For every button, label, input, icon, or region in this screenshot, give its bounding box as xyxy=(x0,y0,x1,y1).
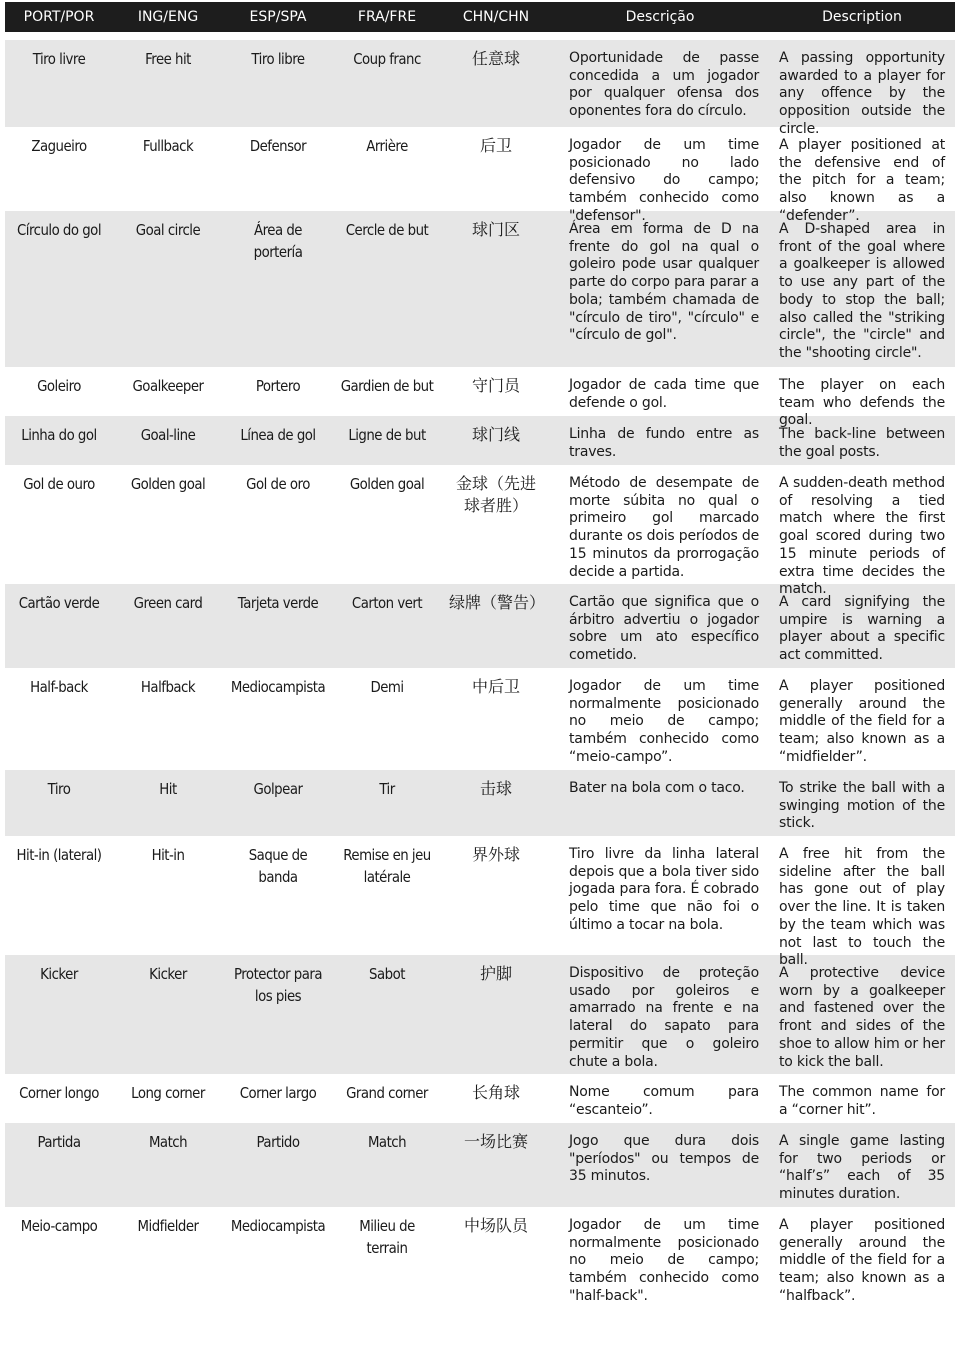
cell-spa: Saque de banda xyxy=(248,846,308,886)
cell-por: Partida xyxy=(37,1133,81,1151)
cell-description: A passing opportunity awarded to a player for any offence by the opposition outside the circle. xyxy=(779,50,945,137)
cell-description: A D-shaped area in front of the goal where a goalkeeper is allowed to use any part of the body to stop the ball; also called the "striking circle", the "circle" and the "shooting circle". xyxy=(779,221,945,361)
cell-chn: 球门区 xyxy=(471,220,520,239)
cell-eng: Goal circle xyxy=(135,221,201,239)
table-row xyxy=(5,770,955,836)
cell-spa: Partido xyxy=(256,1133,300,1151)
header-description: Description xyxy=(822,9,902,25)
cell-descricao: Jogador de um time posicionado no lado defensivo do campo; também conhecido como "defensor". xyxy=(569,137,759,224)
cell-descricao: Jogador de um time normalmente posicionado no meio de campo; também conhecido como “meio-campo”. xyxy=(569,678,759,765)
cell-eng: Hit xyxy=(159,780,177,798)
table-row xyxy=(5,955,955,1074)
cell-por: Goleiro xyxy=(37,377,81,395)
cell-fre: Tir xyxy=(379,780,395,798)
cell-fre: Remise en jeu latérale xyxy=(343,846,431,886)
cell-description: The back-line between the goal posts. xyxy=(779,426,945,460)
cell-fre: Milieu de terrain xyxy=(359,1217,415,1257)
cell-por: Círculo do gol xyxy=(16,221,102,239)
cell-fre: Sabot xyxy=(369,965,405,983)
cell-chn: 绿牌（警告） xyxy=(449,593,546,612)
table-header xyxy=(5,2,955,32)
cell-spa: Gol de oro xyxy=(246,475,310,493)
cell-chn: 守门员 xyxy=(471,376,520,395)
cell-descricao: Tiro livre da linha lateral depois que a bola tiver sido jogada para fora. É cobrado pelo time que não foi o último a tocar na bola. xyxy=(569,846,759,933)
table-row xyxy=(5,668,955,770)
cell-spa: Defensor xyxy=(249,137,307,155)
cell-chn: 界外球 xyxy=(471,845,520,864)
cell-fre: Cercle de but xyxy=(345,221,429,239)
cell-spa: Mediocampista xyxy=(230,1217,326,1235)
glossary-table xyxy=(5,40,955,1311)
cell-spa: Área de portería xyxy=(253,221,303,261)
cell-por: Gol de ouro xyxy=(23,475,95,493)
cell-descricao: Oportunidade de passe concedida a um jogador por qualquer ofensa dos oponentes fora do círculo. xyxy=(569,50,759,120)
cell-fre: Gardien de but xyxy=(340,377,434,395)
cell-description: The common name for a “corner hit”. xyxy=(779,1084,945,1118)
cell-fre: Arrière xyxy=(366,137,408,155)
header-descricao: Descrição xyxy=(625,9,695,25)
header-por: PORT/POR xyxy=(23,9,95,25)
cell-description: A single game lasting for two periods or “half’s” each of 35 minutes duration. xyxy=(779,1133,945,1203)
cell-eng: Fullback xyxy=(142,137,194,155)
cell-chn: 一场比赛 xyxy=(463,1132,528,1151)
cell-spa: Tiro libre xyxy=(251,50,305,68)
cell-description: A protective device worn by a goalkeeper and fastened over the front and sides of the shoe to allow him or her to kick the ball. xyxy=(779,965,945,1070)
header-eng: ING/ENG xyxy=(137,9,199,25)
cell-description: To strike the ball with a swinging motion of the stick. xyxy=(779,780,945,832)
table-row xyxy=(5,40,955,137)
cell-description: A sudden-death method of resolving a tied match where the first goal scored during two 15 minute periods of extra time decides the match. xyxy=(779,475,945,598)
cell-por: Corner longo xyxy=(19,1084,99,1102)
cell-descricao: Cartão que significa que o árbitro advertiu o jogador sobre um ato específico cometido. xyxy=(569,594,759,664)
cell-chn: 金球（先进球者胜） xyxy=(455,474,536,515)
cell-fre: Demi xyxy=(370,678,404,696)
cell-chn: 中后卫 xyxy=(471,677,520,696)
cell-eng: Match xyxy=(148,1133,188,1151)
cell-descricao: Jogo que dura dois "períodos" ou tempos de 35 minutos. xyxy=(569,1133,759,1185)
cell-descricao: Jogador de cada time que defende o gol. xyxy=(569,377,759,411)
cell-chn: 球门线 xyxy=(471,425,520,444)
cell-eng: Golden goal xyxy=(130,475,206,493)
table-row xyxy=(5,127,955,224)
cell-chn: 击球 xyxy=(479,779,512,798)
cell-spa: Protector para los pies xyxy=(233,965,323,1005)
cell-description: A card signifying the umpire is warning a player about a specific act committed. xyxy=(779,594,945,664)
cell-por: Linha do gol xyxy=(21,426,97,444)
header-chn: CHN/CHN xyxy=(462,9,530,25)
cell-eng: Goalkeeper xyxy=(132,377,204,395)
table-row xyxy=(5,367,955,429)
cell-descricao: Dispositivo de proteção usado por goleiros e amarrado na frente e na lateral do sapato para permitir que o goleiro chute a bola. xyxy=(569,965,759,1070)
header-spa: ESP/SPA xyxy=(249,9,307,25)
cell-spa: Portero xyxy=(255,377,301,395)
table-row xyxy=(5,584,955,668)
cell-por: Cartão verde xyxy=(18,594,100,612)
table-row xyxy=(5,1074,955,1123)
cell-descricao: Bater na bola com o taco. xyxy=(569,780,745,796)
cell-eng: Kicker xyxy=(149,965,187,983)
cell-description: A player positioned generally around the middle of the field for a team; also known as a “midfielder”. xyxy=(779,678,945,765)
cell-por: Half-back xyxy=(30,678,88,696)
cell-chn: 长角球 xyxy=(471,1083,520,1102)
cell-spa: Línea de gol xyxy=(240,426,316,444)
cell-descricao: Área em forma de D na frente do gol na qual o goleiro pode usar qualquer parte do corpo para parar a bola; também chamada de "círculo de tiro", "círculo" e "círculo de gol". xyxy=(569,221,759,344)
cell-descricao: Método de desempate de morte súbita no qual o primeiro gol marcado durante os dois períodos de 15 minutos da prorrogação decide a partida. xyxy=(569,475,759,580)
cell-fre: Coup franc xyxy=(353,50,421,68)
cell-fre: Carton vert xyxy=(351,594,423,612)
cell-eng: Hit-in xyxy=(151,846,185,864)
cell-spa: Golpear xyxy=(253,780,303,798)
cell-fre: Grand corner xyxy=(346,1084,428,1102)
cell-por: Tiro livre xyxy=(32,50,86,68)
cell-spa: Mediocampista xyxy=(230,678,326,696)
table-row xyxy=(5,1123,955,1207)
table-row xyxy=(5,465,955,598)
cell-por: Hit-in (lateral) xyxy=(16,846,102,864)
table-row xyxy=(5,836,955,969)
cell-chn: 任意球 xyxy=(471,49,520,68)
cell-descricao: Jogador de um time normalmente posicionado no meio de campo; também conhecido como "half-back". xyxy=(569,1217,759,1304)
cell-eng: Goal-line xyxy=(140,426,196,444)
cell-fre: Match xyxy=(367,1133,407,1151)
cell-descricao: Nome comum para “escanteio”. xyxy=(569,1084,759,1118)
cell-chn: 后卫 xyxy=(479,136,512,155)
cell-description: A free hit from the sideline after the ball has gone out of play over the line. It is taken by the team which was not last to touch the ball. xyxy=(779,846,945,969)
cell-fre: Golden goal xyxy=(349,475,425,493)
cell-eng: Green card xyxy=(133,594,203,612)
cell-eng: Midfielder xyxy=(137,1217,199,1235)
table-row xyxy=(5,1207,955,1311)
cell-eng: Free hit xyxy=(145,50,191,68)
cell-spa: Tarjeta verde xyxy=(237,594,319,612)
cell-eng: Halfback xyxy=(140,678,196,696)
header-fre: FRA/FRE xyxy=(357,9,417,25)
cell-eng: Long corner xyxy=(131,1084,205,1102)
table-row xyxy=(5,416,955,465)
cell-por: Tiro xyxy=(47,780,71,798)
cell-por: Kicker xyxy=(40,965,78,983)
cell-por: Zagueiro xyxy=(31,137,87,155)
cell-chn: 护脚 xyxy=(479,964,512,983)
cell-description: The player on each team who defends the goal. xyxy=(779,377,945,429)
cell-descricao: Linha de fundo entre as traves. xyxy=(569,426,759,460)
cell-description: A player positioned at the defensive end of the pitch for a team; also known as a “defender”. xyxy=(779,137,945,224)
table-row xyxy=(5,211,955,367)
cell-por: Meio-campo xyxy=(20,1217,98,1235)
cell-spa: Corner largo xyxy=(239,1084,317,1102)
cell-fre: Ligne de but xyxy=(348,426,426,444)
cell-description: A player positioned generally around the middle of the field for a team; also known as a “halfback”. xyxy=(779,1217,945,1304)
cell-chn: 中场队员 xyxy=(463,1216,528,1235)
